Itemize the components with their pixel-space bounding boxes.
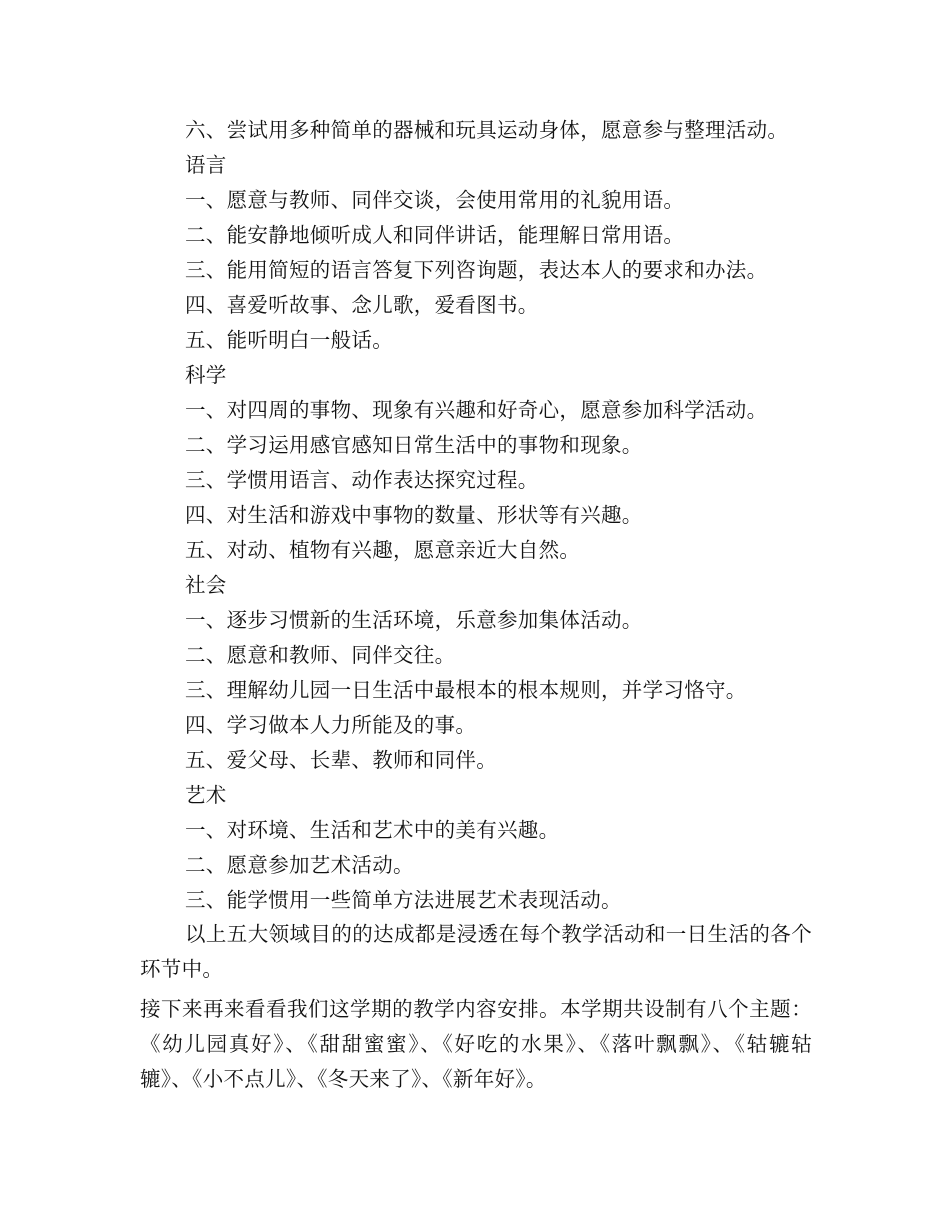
section-heading-art: 艺术 — [185, 783, 227, 807]
society-item-1: 一、逐步习惯新的生活环境，乐意参加集体活动。 — [185, 608, 643, 632]
language-item-1: 一、愿意与教师、同伴交谈，会使用常用的礼貌用语。 — [185, 188, 685, 212]
art-item-2: 二、愿意参加艺术活动。 — [185, 853, 414, 877]
language-item-2: 二、能安静地倾听成人和同伴讲话，能理解日常用语。 — [185, 223, 685, 247]
society-item-3: 三、理解幼儿园一日生活中最根本的根本规则，并学习恪守。 — [185, 678, 747, 702]
plan-paragraph: 接下来再来看看我们这学期的教学内容安排。本学期共设制有八个主题：《幼儿园真好》、《甜甜蜜蜜》、《好吃的水果》、《落叶飘飘》、《轱辘轱辘》、《小不点儿》、《冬天来了》、《新年好》。 — [140, 997, 812, 1091]
art-item-1: 一、对环境、生活和艺术中的美有兴趣。 — [185, 818, 560, 842]
society-item-2: 二、愿意和教师、同伴交往。 — [185, 643, 456, 667]
science-item-1: 一、对四周的事物、现象有兴趣和好奇心，愿意参加科学活动。 — [185, 398, 768, 422]
society-item-4: 四、学习做本人力所能及的事。 — [185, 713, 477, 737]
science-item-3: 三、学惯用语言、动作表达探究过程。 — [185, 468, 539, 492]
art-item-3: 三、能学惯用一些简单方法进展艺术表现活动。 — [185, 888, 622, 912]
section-heading-science: 科学 — [185, 363, 227, 387]
section-heading-society: 社会 — [185, 573, 227, 597]
society-item-5: 五、爱父母、长辈、教师和同伴。 — [185, 748, 497, 772]
language-item-5: 五、能听明白一般话。 — [185, 328, 393, 352]
science-item-2: 二、学习运用感官感知日常生活中的事物和现象。 — [185, 433, 643, 457]
language-item-3: 三、能用简短的语言答复下列咨询题，表达本人的要求和办法。 — [185, 258, 768, 282]
science-item-4: 四、对生活和游戏中事物的数量、形状等有兴趣。 — [185, 503, 643, 527]
health-item-6: 六、尝试用多种简单的器械和玩具运动身体，愿意参与整理活动。 — [185, 118, 789, 142]
science-item-5: 五、对动、植物有兴趣，愿意亲近大自然。 — [185, 538, 581, 562]
summary-paragraph: 以上五大领域目的的达成都是浸透在每个教学活动和一日生活的各个环节中。 — [140, 922, 812, 981]
language-item-4: 四、喜爱听故事、念儿歌，爱看图书。 — [185, 293, 539, 317]
section-heading-language: 语言 — [185, 153, 227, 177]
